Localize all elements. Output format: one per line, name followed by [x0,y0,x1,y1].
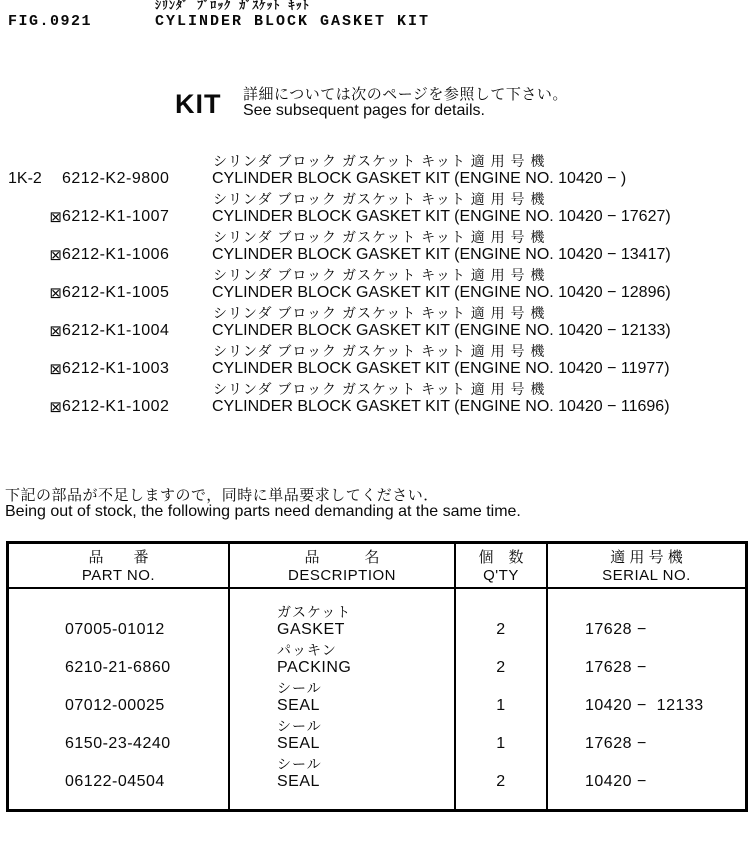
kit-item-description-ja: シリンダ ブロック ガスケット キット 適 用 号 機 [213,229,546,245]
kit-item-description-en: CYLINDER BLOCK GASKET KIT (ENGINE NO. 10420 − 13417) [212,246,671,263]
serial-value: 17628 − [585,659,647,676]
kit-item-description-en: CYLINDER BLOCK GASKET KIT (ENGINE NO. 10420 − 17627) [212,208,671,225]
kit-item-part-no [49,246,170,264]
kit-item-part-no [62,170,169,188]
kit-note-japanese: 詳細については次のページを参照して下さい。 [243,86,568,103]
kit-list-item [0,303,755,341]
description-ja: ガスケット [277,604,352,620]
serial-value: 10420 − 12133 [585,697,704,714]
description-en: GASKET [277,621,345,638]
kit-item-description-en: CYLINDER BLOCK GASKET KIT (ENGINE NO. 10420 − 12133) [212,322,671,339]
kit-item-description-en: CYLINDER BLOCK GASKET KIT (ENGINE NO. 10420 − ) [212,170,627,187]
description-ja: パッキン [277,642,337,658]
parts-table-header [9,544,745,589]
description-en: SEAL [277,735,320,752]
part-no-value: 6210-21-6860 [65,659,171,676]
kit-item-part-no [49,284,170,302]
figure-number-label: FIG.0921 [8,13,93,30]
table-row-part-no [9,754,228,792]
boxed-x-icon: ⊠ [49,322,62,340]
part-number-text: 6212-K1-1005 [62,284,170,301]
table-row-description [230,678,454,716]
part-number-text: 6212-K1-1004 [62,322,170,339]
header-qty-en: Q'TY [483,567,519,584]
page-title-english: CYLINDER BLOCK GASKET KIT [155,13,431,30]
serial-value: 17628 − [585,735,647,752]
kit-item-part-no [49,360,170,378]
table-row-part-no [9,678,228,716]
qty-value: 1 [496,697,506,714]
kit-item-description-ja: シリンダ ブロック ガスケット キット 適 用 号 機 [213,191,546,207]
part-number-text: 6212-K1-1003 [62,360,170,377]
header-part-no-ja: 品 番 [88,549,149,566]
serial-value: 10420 − [585,773,647,790]
part-no-value: 07012-00025 [65,697,165,714]
kit-part-list [0,151,755,417]
kit-item-description-en: CYLINDER BLOCK GASKET KIT (ENGINE NO. 10420 − 12896) [212,284,671,301]
kit-list-item [0,189,755,227]
table-row-qty [456,678,546,716]
column-description [230,589,456,809]
stock-note-japanese: 下記の部品が不足しますので，同時に単品要求してください． [5,487,439,504]
header-part-no [9,544,230,587]
part-number-text: 6212-K1-1002 [62,398,170,415]
kit-item-part-no [49,208,170,226]
qty-value: 2 [496,621,506,638]
part-no-value: 07005-01012 [65,621,165,638]
qty-value: 1 [496,735,506,752]
kit-item-description-ja: シリンダ ブロック ガスケット キット 適 用 号 機 [213,343,546,359]
part-number-text: 6212-K1-1007 [62,208,170,225]
description-ja: シール [277,756,322,772]
header-qty [456,544,548,587]
table-row-serial [548,678,745,716]
parts-table-body [9,589,745,809]
table-row-description [230,602,454,640]
kit-item-part-no [49,398,170,416]
boxed-x-icon: ⊠ [49,246,62,264]
table-row-description [230,716,454,754]
kit-list-item [0,151,755,189]
part-no-value: 06122-04504 [65,773,165,790]
table-row-serial [548,716,745,754]
column-part-no [9,589,230,809]
kit-item-description-en: CYLINDER BLOCK GASKET KIT (ENGINE NO. 10420 − 11977) [212,360,670,377]
column-qty [456,589,548,809]
table-row-part-no [9,602,228,640]
header-description-ja: 品 名 [304,549,380,566]
kit-item-description-ja: シリンダ ブロック ガスケット キット 適 用 号 機 [213,381,546,397]
description-en: SEAL [277,697,320,714]
boxed-x-icon: ⊠ [49,360,62,378]
kit-note-english: See subsequent pages for details. [243,102,485,119]
description-en: SEAL [277,773,320,790]
header-serial-no [548,544,745,587]
boxed-x-icon: ⊠ [49,398,62,416]
description-ja: シール [277,718,322,734]
header-part-no-en: PART NO. [81,567,156,584]
qty-value: 2 [496,659,506,676]
kit-item-ref: 1K-2 [8,170,42,187]
part-number-text: 6212-K2-9800 [62,170,170,187]
part-number-text: 6212-K1-1006 [62,246,170,263]
kit-list-item [0,379,755,417]
header-description [230,544,456,587]
column-serial-no [548,589,745,809]
kit-item-description-en: CYLINDER BLOCK GASKET KIT (ENGINE NO. 10420 − 11696) [212,398,670,415]
qty-value: 2 [496,773,506,790]
description-ja: シール [277,680,322,696]
table-row-part-no [9,640,228,678]
header-serial-no-ja: 適 用 号 機 [610,549,683,566]
table-row-qty [456,754,546,792]
kit-list-item [0,227,755,265]
table-row-description [230,640,454,678]
table-row-qty [456,602,546,640]
table-row-qty [456,640,546,678]
kit-list-item [0,341,755,379]
table-row-serial [548,754,745,792]
table-row-serial [548,640,745,678]
boxed-x-icon: ⊠ [49,284,62,302]
table-row-part-no [9,716,228,754]
table-row-description [230,754,454,792]
kit-item-description-ja: シリンダ ブロック ガスケット キット 適 用 号 機 [213,305,546,321]
parts-table [6,541,748,812]
boxed-x-icon: ⊠ [49,208,62,226]
header-qty-ja: 個 数 [478,549,524,566]
page-title-japanese: ｼﾘﾝﾀﾞ ﾌﾞﾛｯｸ ｶﾞｽｹｯﾄ ｷｯﾄ [155,0,310,13]
description-en: PACKING [277,659,352,676]
kit-item-description-ja: シリンダ ブロック ガスケット キット 適 用 号 機 [213,267,546,283]
kit-item-part-no [49,322,170,340]
kit-list-item [0,265,755,303]
kit-item-description-ja: シリンダ ブロック ガスケット キット 適 用 号 機 [213,153,546,169]
kit-heading: KIT [175,89,222,119]
part-no-value: 6150-23-4240 [65,735,171,752]
header-serial-no-en: SERIAL NO. [602,567,691,584]
header-description-en: DESCRIPTION [287,567,396,584]
serial-value: 17628 − [585,621,647,638]
stock-note-english: Being out of stock, the following parts need demanding at the same time. [5,503,521,520]
table-row-serial [548,602,745,640]
table-row-qty [456,716,546,754]
